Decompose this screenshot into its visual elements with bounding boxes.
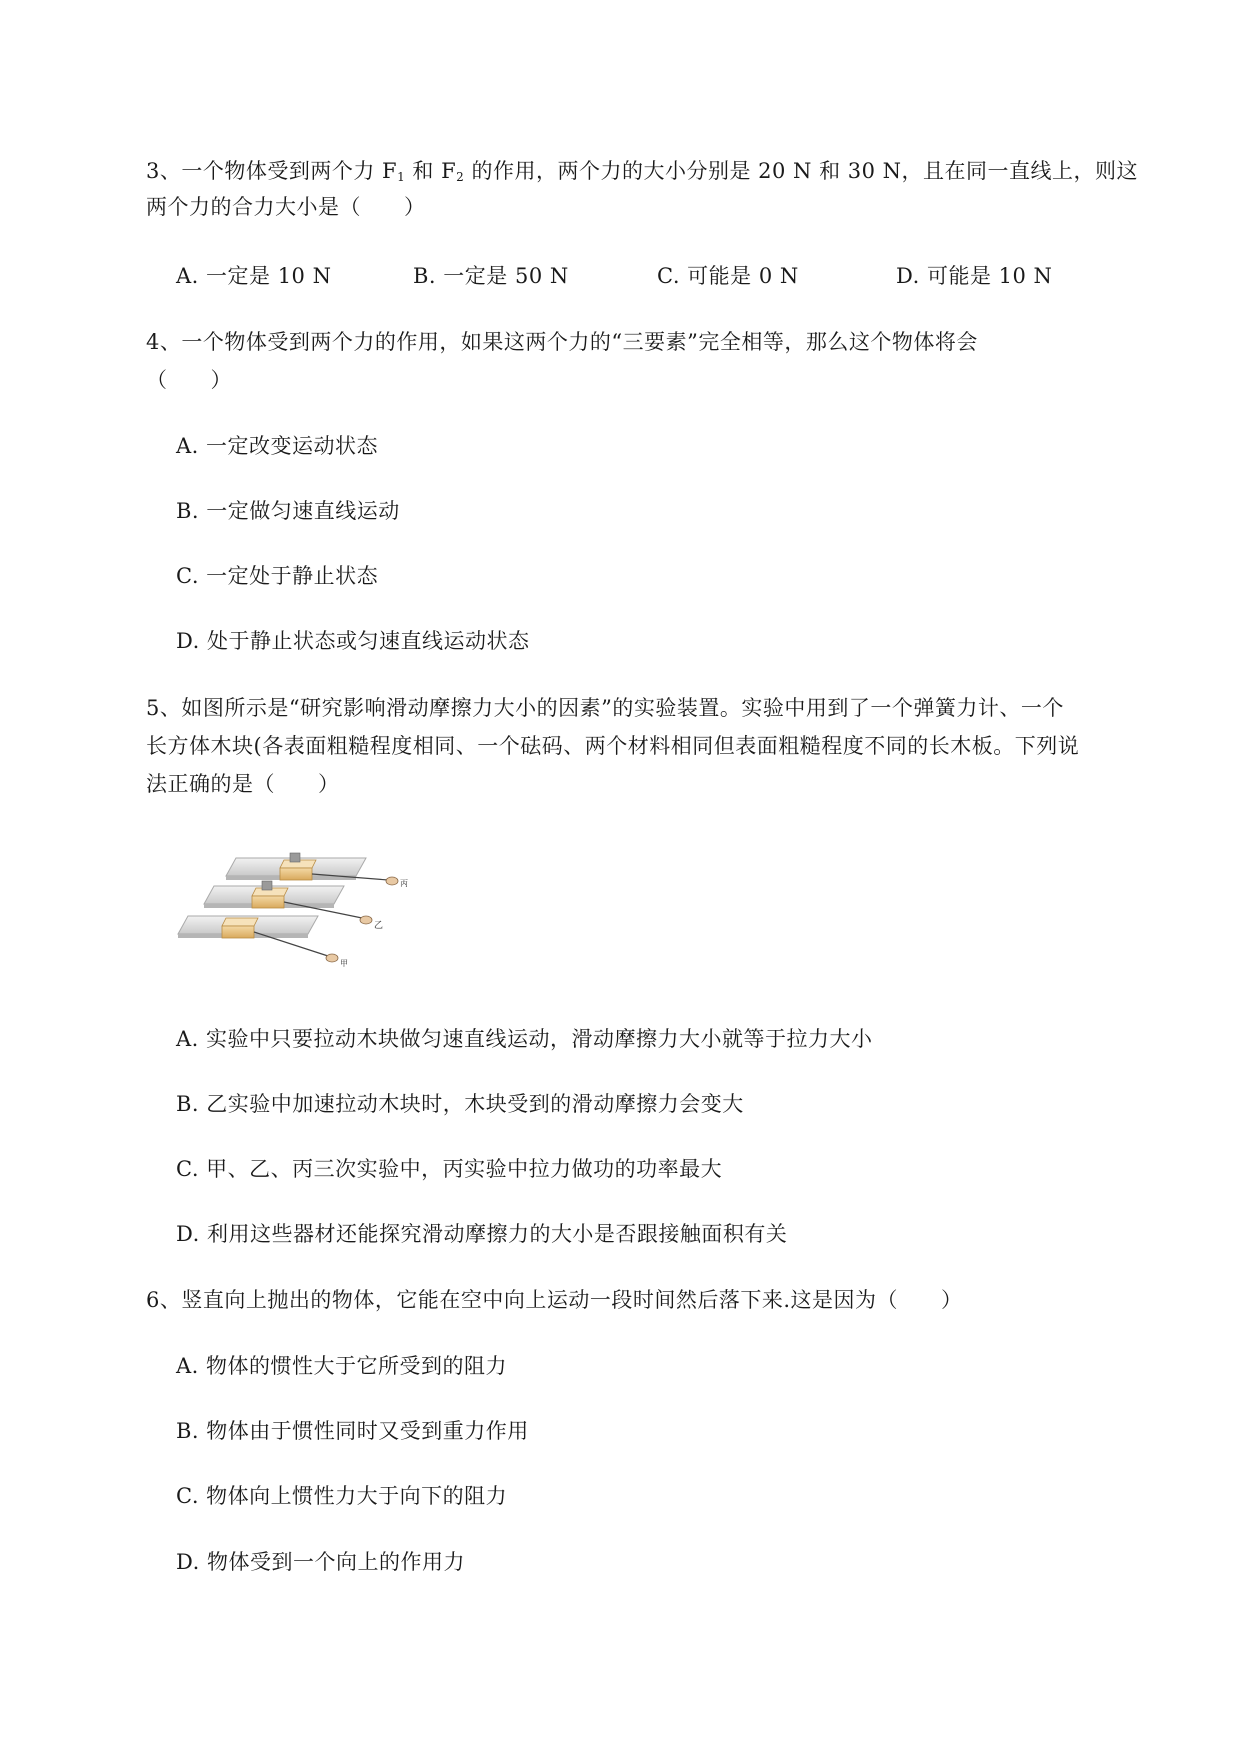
q6-stem-line1: 6、竖直向上抛出的物体，它能在空中向上运动一段时间然后落下来.这是因为（ ） (146, 1288, 963, 1312)
q5-option-a[interactable]: A. 实验中只要拉动木块做匀速直线运动，滑动摩擦力大小就等于拉力大小 (176, 1027, 873, 1051)
hand-bing-icon (386, 877, 398, 885)
q5-option-c[interactable]: C. 甲、乙、丙三次实验中，丙实验中拉力做功的功率最大 (176, 1157, 723, 1181)
q5-stem-line3: 法正确的是（ ） (146, 772, 340, 796)
q3-stem-text-b: 和 F (405, 159, 457, 183)
q3-f2-subscript: 2 (456, 170, 465, 184)
label-jia: 甲 (340, 959, 348, 968)
q6-option-a[interactable]: A. 物体的惯性大于它所受到的阻力 (176, 1354, 508, 1378)
q5-option-b[interactable]: B. 乙实验中加速拉动木块时，木块受到的滑动摩擦力会变大 (176, 1092, 744, 1116)
q6-option-b[interactable]: B. 物体由于惯性同时又受到重力作用 (176, 1419, 529, 1443)
q6-option-c[interactable]: C. 物体向上惯性力大于向下的阻力 (176, 1484, 508, 1508)
hand-jia-icon (326, 954, 338, 962)
q4-stem-line1: 4、一个物体受到两个力的作用，如果这两个力的“三要素”完全相等，那么这个物体将会 (146, 330, 978, 354)
label-bing: 丙 (400, 879, 408, 888)
q3-option-d[interactable]: D. 可能是 10 N (896, 264, 1053, 288)
friction-experiment-figure (176, 850, 436, 980)
q4-option-a[interactable]: A. 一定改变运动状态 (176, 434, 379, 458)
q6-option-d[interactable]: D. 物体受到一个向上的作用力 (176, 1550, 465, 1574)
q4-option-b[interactable]: B. 一定做匀速直线运动 (176, 499, 400, 523)
q4-stem-line2: （ ） (146, 368, 232, 392)
block-yi (252, 881, 288, 908)
label-yi: 乙 (374, 921, 384, 931)
q3-option-c[interactable]: C. 可能是 0 N (657, 264, 799, 288)
q5-stem-line1: 5、如图所示是“研究影响滑动摩擦力大小的因素”的实验装置。实验中用到了一个弹簧力计、一个 (146, 696, 1064, 720)
block-jia (222, 918, 258, 938)
q4-option-c[interactable]: C. 一定处于静止状态 (176, 564, 379, 588)
q3-option-a[interactable]: A. 一定是 10 N (176, 264, 332, 288)
block-bing (280, 853, 316, 880)
q3-stem-line2: 两个力的合力大小是（ ） (146, 195, 426, 219)
q3-option-b[interactable]: B. 一定是 50 N (413, 264, 569, 288)
q3-stem-text-c: 的作用，两个力的大小分别是 20 N 和 30 N，且在同一直线上，则这 (464, 159, 1139, 183)
q3-stem-line1 (146, 156, 1138, 192)
q3-stem-text-a: 3、一个物体受到两个力 F (146, 159, 398, 183)
q3-f1-subscript: 1 (397, 170, 406, 184)
q5-stem-line2: 长方体木块(各表面粗糙程度相同、一个砝码、两个材料相同但表面粗糙程度不同的长木板。下列说 (146, 734, 1080, 758)
q4-option-d[interactable]: D. 处于静止状态或匀速直线运动状态 (176, 629, 530, 653)
q5-option-d[interactable]: D. 利用这些器材还能探究滑动摩擦力的大小是否跟接触面积有关 (176, 1222, 788, 1246)
hand-yi-icon (360, 916, 372, 924)
